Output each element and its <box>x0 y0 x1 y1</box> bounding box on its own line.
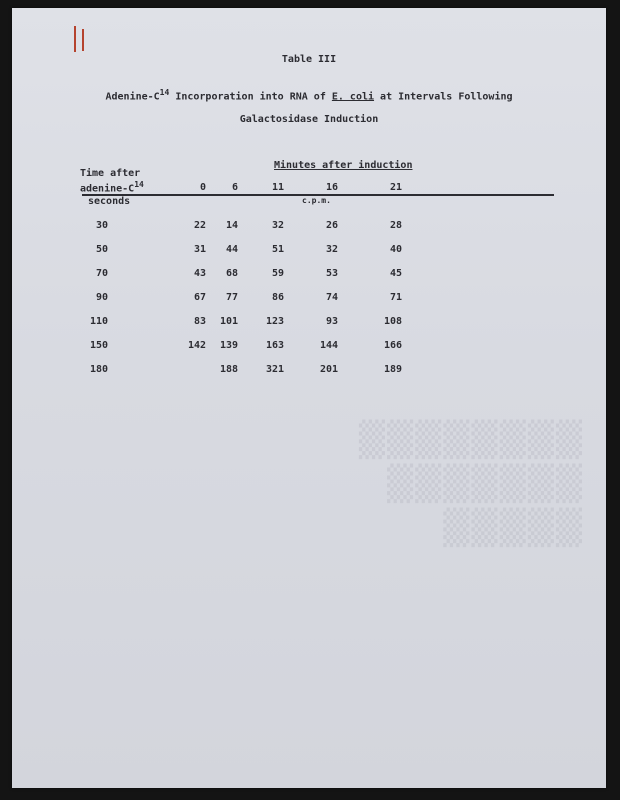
table-cell: 123 <box>265 316 284 327</box>
row-header-superscript: 14 <box>134 180 144 189</box>
row-time: 180 <box>89 364 108 375</box>
title-middle: Incorporation into RNA of <box>169 91 332 103</box>
row-header-adenine: adenine-C <box>80 183 135 195</box>
row-time: 150 <box>89 340 108 351</box>
value-unit-label: c.p.m. <box>302 196 331 205</box>
row-time: 110 <box>89 316 108 327</box>
table-cell: 108 <box>383 316 402 327</box>
column-header-0: 0 <box>199 182 206 193</box>
table-cell: 59 <box>271 268 284 279</box>
table-cell: 142 <box>187 340 206 351</box>
title-superscript: 14 <box>159 88 170 97</box>
table-number: Table III <box>281 54 337 65</box>
table-cell: 144 <box>319 340 338 351</box>
row-time: 70 <box>95 268 108 279</box>
table-cell: 74 <box>325 292 338 303</box>
table-cell: 40 <box>389 244 402 255</box>
table-cell: 101 <box>219 316 238 327</box>
table-cell: 53 <box>325 268 338 279</box>
table-cell: 139 <box>219 340 238 351</box>
title-adenine: Adenine-C <box>105 91 160 103</box>
table-cell: 201 <box>319 364 338 375</box>
table-cell: 86 <box>271 292 284 303</box>
table-cell: 188 <box>219 364 238 375</box>
column-header-11: 11 <box>271 182 284 193</box>
row-header-line1: Time after <box>80 168 141 179</box>
column-header-16: 16 <box>325 182 338 193</box>
column-group-header: Minutes after induction <box>274 160 413 171</box>
table-cell: 68 <box>225 268 238 279</box>
table-cell: 45 <box>389 268 402 279</box>
table-cell: 14 <box>225 220 238 231</box>
table-cell: 22 <box>193 220 206 231</box>
table-cell: 67 <box>193 292 206 303</box>
table-cell: 28 <box>389 220 402 231</box>
column-header-6: 6 <box>231 182 238 193</box>
column-header-21: 21 <box>389 182 402 193</box>
table-cell: 189 <box>383 364 402 375</box>
table-cell: 32 <box>271 220 284 231</box>
table-cell: 166 <box>383 340 402 351</box>
table-title-line1 <box>12 88 606 102</box>
row-time: 30 <box>95 220 108 231</box>
table-cell: 321 <box>265 364 284 375</box>
table-cell: 93 <box>325 316 338 327</box>
table-cell: 77 <box>225 292 238 303</box>
document-page <box>12 8 606 788</box>
table-cell: 43 <box>193 268 206 279</box>
table-cell: 31 <box>193 244 206 255</box>
table-cell: 71 <box>389 292 402 303</box>
table-cell: 51 <box>271 244 284 255</box>
table-title-line2: Galactosidase Induction <box>239 114 379 125</box>
row-time: 90 <box>95 292 108 303</box>
row-time: 50 <box>95 244 108 255</box>
table-cell: 26 <box>325 220 338 231</box>
title-end: at Intervals Following <box>374 91 513 103</box>
title-organism: E. coli <box>331 91 375 103</box>
table-cell: 32 <box>325 244 338 255</box>
table-cell: 83 <box>193 316 206 327</box>
table-cell: 44 <box>225 244 238 255</box>
red-pencil-marks <box>74 26 86 54</box>
row-header-line2 <box>80 180 144 194</box>
bleed-through-text: ▒▒▒▒▒▒▒▒ ▒▒▒▒▒▒▒ ▒▒▒▒▒ <box>356 420 582 548</box>
row-unit-label: seconds <box>88 196 131 207</box>
table-cell: 163 <box>265 340 284 351</box>
